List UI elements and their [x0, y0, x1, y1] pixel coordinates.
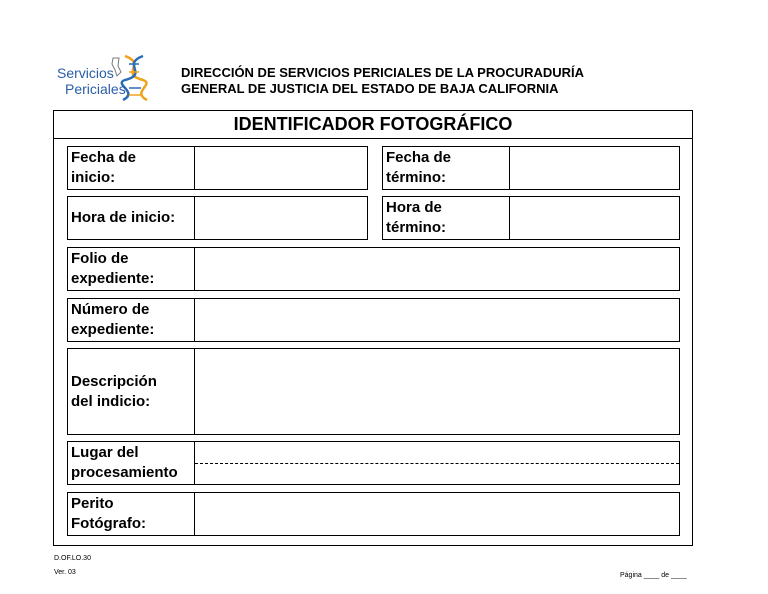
folio-expediente-input[interactable]	[195, 248, 679, 290]
field-hora-inicio	[67, 196, 368, 240]
logo-text-servicios: Servicios	[57, 65, 114, 81]
numero-expediente-input[interactable]	[195, 299, 679, 341]
field-fecha-termino	[382, 146, 680, 190]
fecha-termino-input[interactable]	[510, 147, 679, 189]
document-version: Ver. 03	[54, 569, 76, 576]
field-label: Número de expediente:	[68, 299, 195, 341]
field-label: Descripción del indicio:	[68, 349, 195, 434]
form-title: IDENTIFICADOR FOTOGRÁFICO	[53, 110, 693, 139]
field-label: Hora de término:	[383, 197, 510, 239]
field-folio-expediente	[67, 247, 680, 291]
logo-text-periciales: Periciales	[65, 81, 126, 97]
page-counter: Página ____ de ____	[620, 572, 687, 579]
field-label: Folio de expediente:	[68, 248, 195, 290]
logo-graphic	[55, 54, 155, 104]
field-lugar-procesamiento	[67, 441, 680, 485]
header-line-1: DIRECCIÓN DE SERVICIOS PERICIALES DE LA PROCURADURÍA	[181, 65, 585, 80]
page-number-blank: ____	[643, 572, 660, 579]
hora-inicio-input[interactable]	[195, 197, 367, 239]
field-label: Fecha de término:	[383, 147, 510, 189]
page-total-blank: ____	[671, 572, 687, 579]
field-descripcion-indicio	[67, 348, 680, 435]
document-code: D.OF.LO.30	[54, 555, 91, 562]
agency-header	[181, 65, 584, 97]
field-label: Lugar del procesamiento	[68, 442, 195, 484]
dashed-divider	[195, 463, 679, 464]
field-fecha-inicio	[67, 146, 368, 190]
field-numero-expediente	[67, 298, 680, 342]
header-line-2: GENERAL DE JUSTICIA DEL ESTADO DE BAJA CALIFORNIA	[181, 81, 559, 96]
field-perito-fotografo	[67, 492, 680, 536]
field-hora-termino	[382, 196, 680, 240]
field-label: Hora de inicio:	[68, 197, 195, 239]
perito-fotografo-input[interactable]	[195, 493, 679, 535]
fecha-inicio-input[interactable]	[195, 147, 367, 189]
hora-termino-input[interactable]	[510, 197, 679, 239]
logo	[55, 54, 155, 104]
field-label: Fecha de inicio:	[68, 147, 195, 189]
field-label: Perito Fotógrafo:	[68, 493, 195, 535]
descripcion-indicio-input[interactable]	[195, 349, 679, 434]
